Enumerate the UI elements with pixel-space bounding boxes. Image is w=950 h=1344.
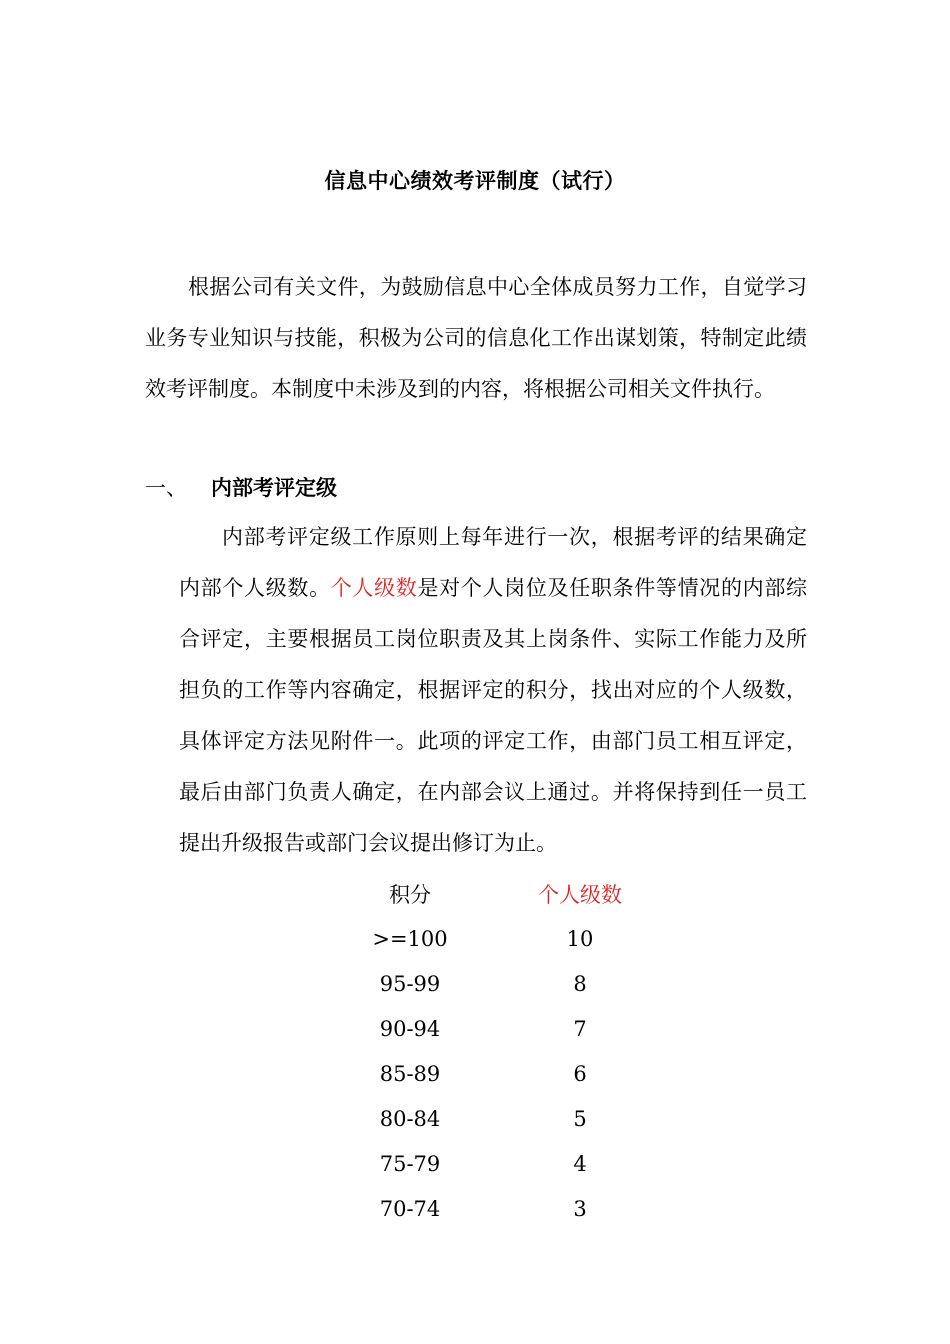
table-row bbox=[340, 916, 680, 961]
section-heading bbox=[145, 472, 337, 504]
table-row bbox=[340, 1051, 680, 1096]
level-cell: 8 bbox=[573, 971, 587, 996]
grade-table bbox=[340, 871, 680, 1231]
grade-table-header-row bbox=[340, 871, 680, 916]
section-paragraph bbox=[179, 512, 807, 869]
level-cell: 10 bbox=[566, 926, 594, 951]
level-cell: 7 bbox=[573, 1016, 587, 1041]
table-row bbox=[340, 961, 680, 1006]
header-score: 积分 bbox=[389, 882, 431, 907]
table-row bbox=[340, 1006, 680, 1051]
score-cell: 80-84 bbox=[379, 1106, 441, 1131]
level-cell: 5 bbox=[573, 1106, 587, 1131]
score-cell: 95-99 bbox=[379, 971, 441, 996]
score-cell: >=100 bbox=[372, 926, 448, 951]
level-cell: 6 bbox=[573, 1061, 587, 1086]
section-title: 内部考评定级 bbox=[211, 476, 337, 500]
header-level: 个人级数 bbox=[538, 882, 622, 907]
document-title: 信息中心绩效考评制度（试行） bbox=[324, 169, 626, 193]
score-cell: 90-94 bbox=[379, 1016, 441, 1041]
section-number: 一、 bbox=[145, 476, 187, 500]
table-row bbox=[340, 1186, 680, 1231]
table-row bbox=[340, 1141, 680, 1186]
intro-paragraph: 根据公司有关文件，为鼓励信息中心全体成员努力工作，自觉学习业务专业知识与技能，积极为公司的信息化工作出谋划策，特制定此绩效考评制度。本制度中未涉及到的内容，将根据公司相关文件执行。 bbox=[145, 275, 807, 401]
level-cell: 3 bbox=[573, 1196, 587, 1221]
section-paragraph-part1: 内部考评定级工作原则上每年进行一次，根据考评的结果确定内部个人级数。 bbox=[179, 525, 807, 600]
table-row bbox=[340, 1096, 680, 1141]
score-cell: 75-79 bbox=[379, 1151, 441, 1176]
section-paragraph-part2: 是对个人岗位及任职条件等情况的内部综合评定，主要根据员工岗位职责及其上岗条件、实际工作能力及所担负的工作等内容确定，根据评定的积分，找出对应的个人级数，具体评定方法见附件一。此项的评定工作，由部门员工相互评定，最后由部门负责人确定，在内部会议上通过。并将保持到任一员工提出升级报告或部门会议提出修订为止。 bbox=[179, 576, 808, 855]
level-cell: 4 bbox=[573, 1151, 587, 1176]
score-cell: 85-89 bbox=[379, 1061, 441, 1086]
score-cell: 70-74 bbox=[379, 1196, 441, 1221]
section-paragraph-highlight: 个人级数 bbox=[330, 576, 418, 600]
